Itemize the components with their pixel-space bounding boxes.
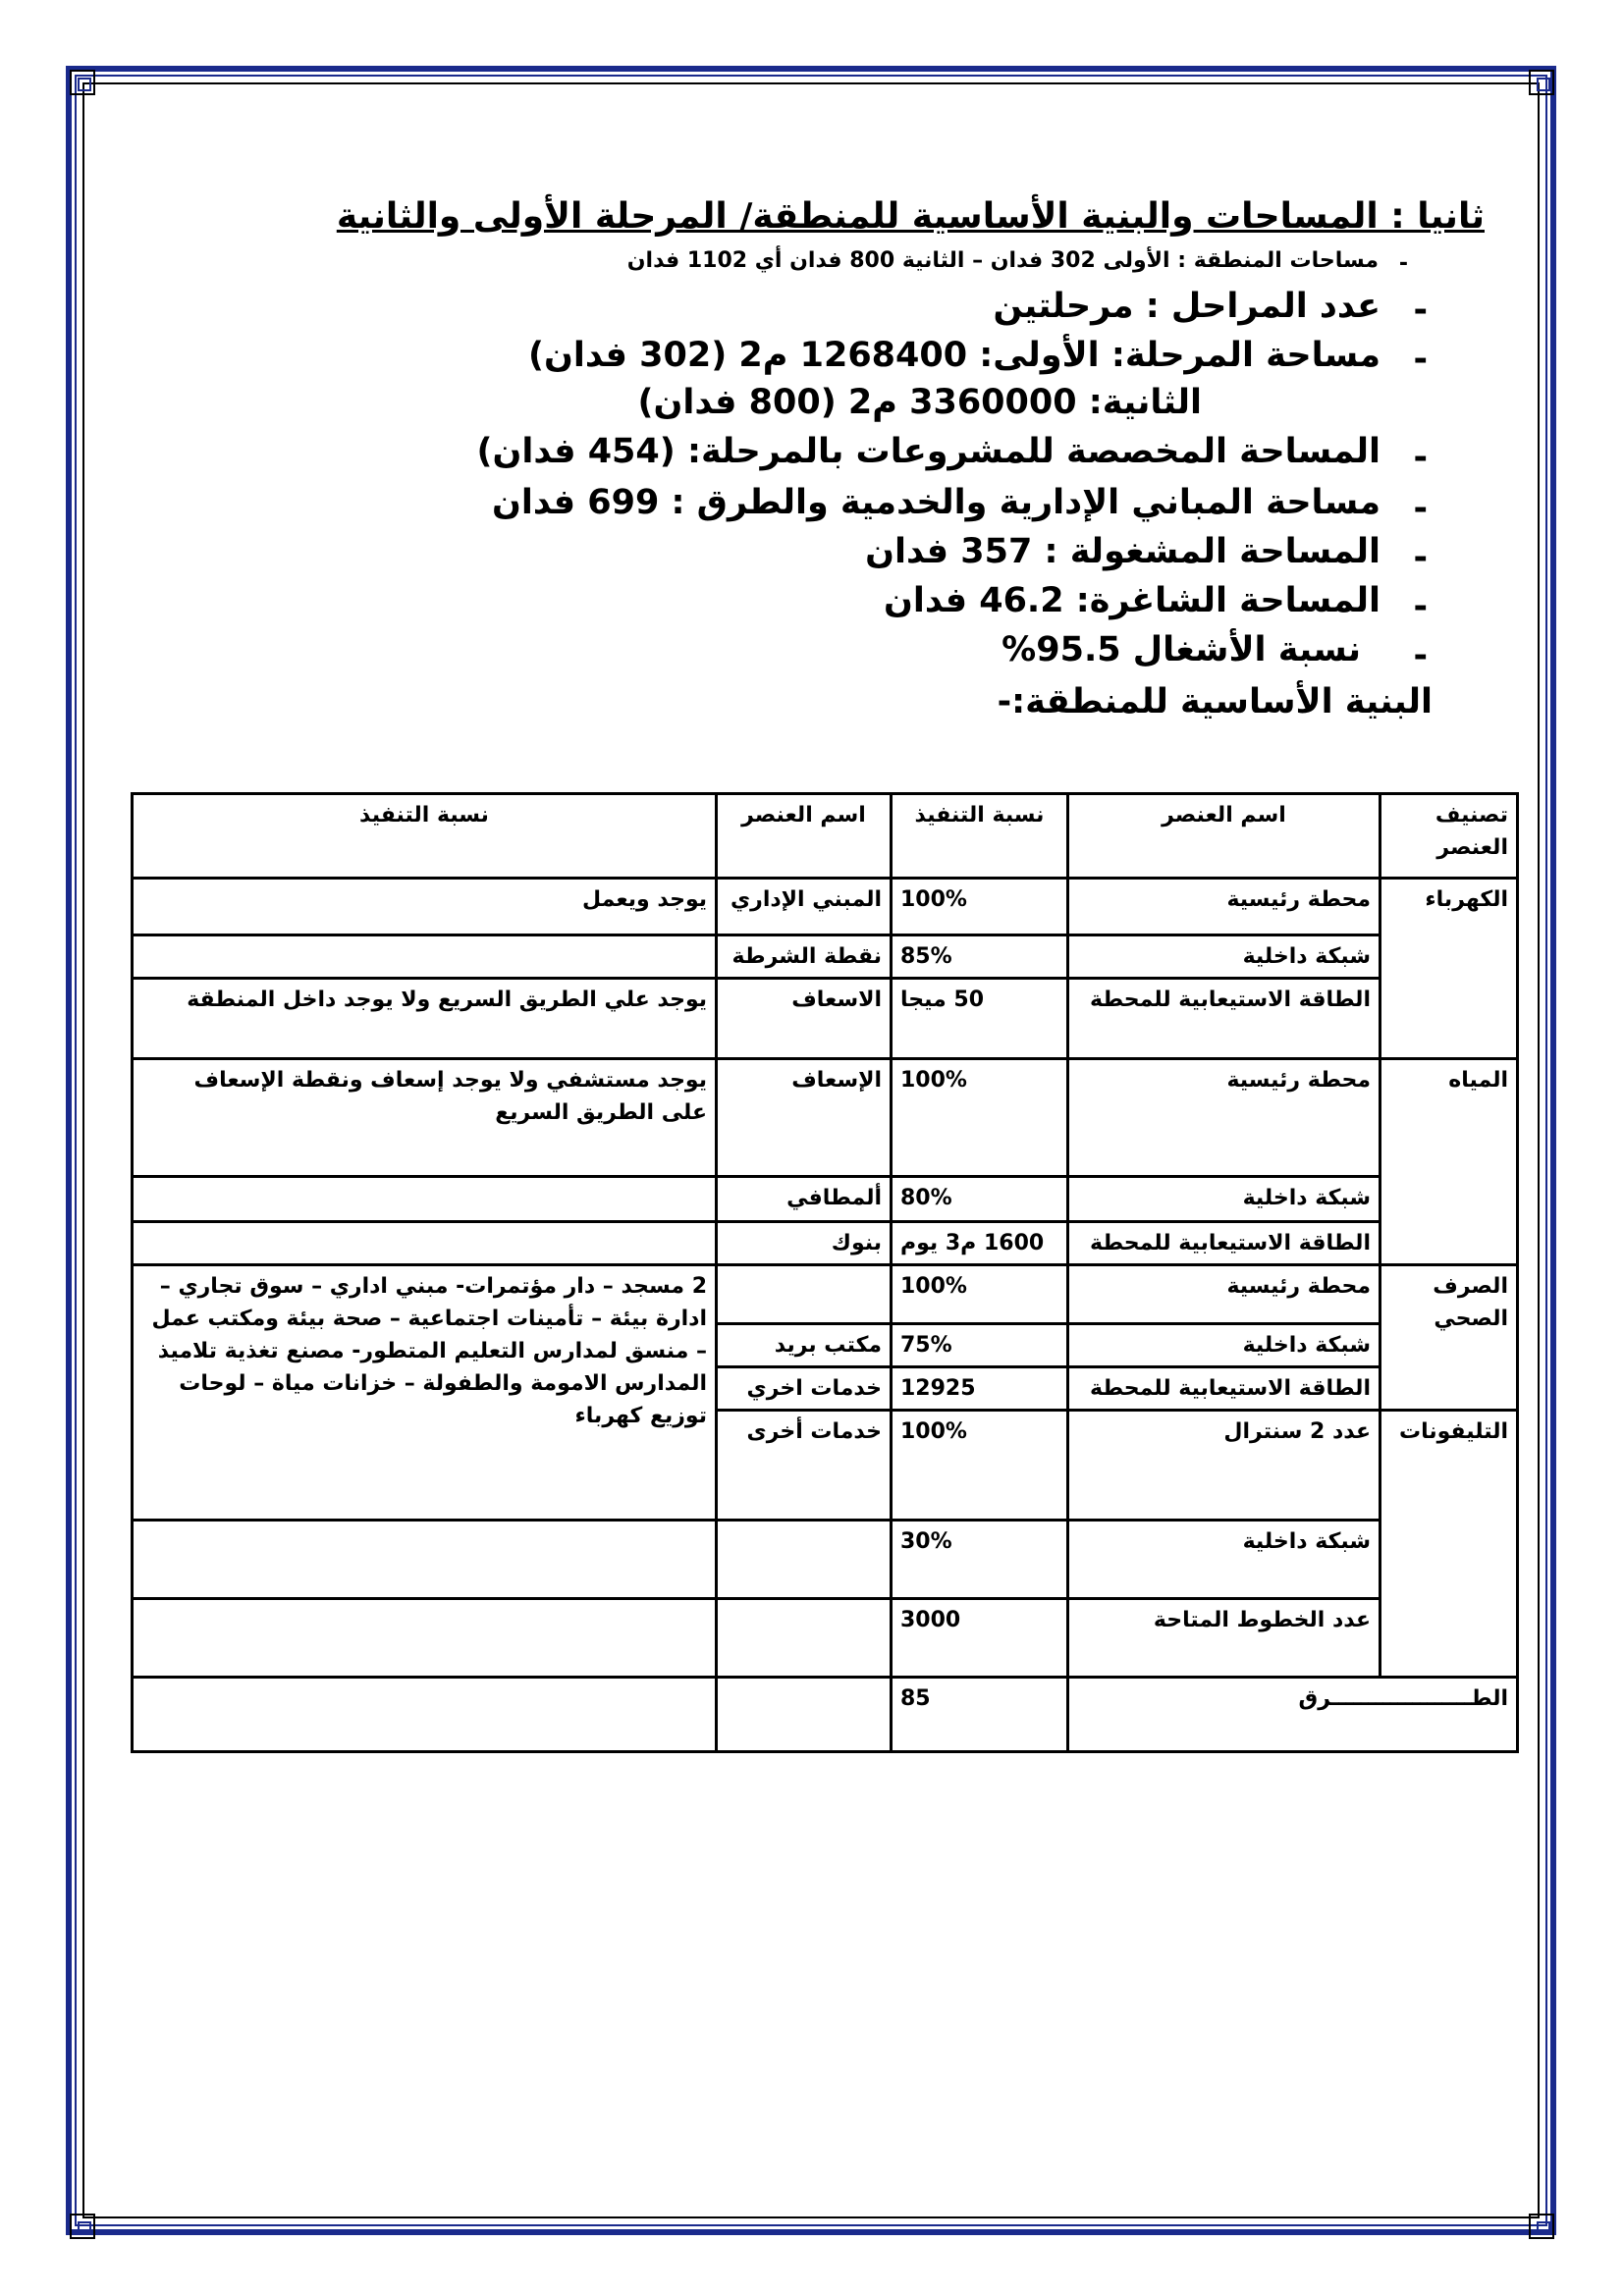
cell-rate-2 (133, 1678, 717, 1752)
bullet-dash: - (1398, 251, 1408, 276)
cell-rate-2 (133, 1222, 717, 1265)
cell-rate: 100% (892, 879, 1068, 935)
admin-area-line: مساحة المباني الإدارية والخدمية والطرق : 699 فدان (492, 483, 1380, 522)
cell-rate: 100% (892, 1059, 1068, 1177)
cell-rate-2 (133, 935, 717, 979)
category-roads: الطـــــــــــــــــــرق (1068, 1678, 1518, 1752)
cell-element: الطاقة الاستيعابية للمحطة (1068, 1367, 1380, 1411)
header-execution-rate-2: نسبة التنفيذ (133, 794, 717, 879)
cell-rate: 50 ميجا (892, 979, 1068, 1059)
bullet-dash: - (1413, 489, 1428, 528)
cell-element: شبكة داخلية (1068, 1521, 1380, 1599)
cell-rate-2 (133, 1177, 717, 1222)
cell-rate: 85 (892, 1678, 1068, 1752)
cell-element-2: مكتب بريد (717, 1324, 892, 1367)
table-row (133, 1599, 1518, 1678)
cell-element: عدد 2 سنترال (1068, 1411, 1380, 1521)
bullet-dash: - (1413, 538, 1428, 577)
cell-rate: 100% (892, 1265, 1068, 1324)
cell-rate: 100% (892, 1411, 1068, 1521)
cell-element-2: ألمطافي (717, 1177, 892, 1222)
header-execution-rate: نسبة التنفيذ (892, 794, 1068, 879)
cell-element: شبكة داخلية (1068, 1324, 1380, 1367)
table-row (133, 1222, 1518, 1265)
header-element-name: اسم العنصر (1068, 794, 1380, 879)
section-heading: ثانيا : المساحات والبنية الأساسية للمنطقة/ المرحلة الأولى والثانية (336, 196, 1485, 237)
bullet-dash: - (1413, 636, 1428, 675)
bullet-dash: - (1413, 438, 1428, 477)
cell-element: شبكة داخلية (1068, 935, 1380, 979)
cell-services-list: 2 مسجد – دار مؤتمرات- مبني اداري – سوق تجاري – ادارة بيئة – تأمينات اجتماعية – صحة بيئة ومكتب عمل – منسق لمدارس التعليم المتطور- مصنع تغذية تلاميذ المدارس الامومة والطفولة – خزانات مياة – لوحات توزيع كهرباء (133, 1265, 717, 1521)
cell-rate: 3000 (892, 1599, 1068, 1678)
table-header-row (133, 794, 1518, 879)
cell-rate-2: يوجد مستشفي ولا يوجد إسعاف ونقطة الإسعاف على الطريق السريع (133, 1059, 717, 1177)
cell-element-2 (717, 1265, 892, 1324)
corner-ornament-top-left (70, 70, 95, 95)
corner-ornament-bottom-right (1529, 2214, 1554, 2239)
vacant-area-line: المساحة الشاغرة: 46.2 فدان (884, 581, 1380, 620)
zone-areas-line: مساحات المنطقة : الأولى 302 فدان – الثانية 800 فدان أي 1102 فدان (626, 248, 1379, 273)
cell-element: الطاقة الاستيعابية للمحطة (1068, 1222, 1380, 1265)
cell-rate: 75% (892, 1324, 1068, 1367)
infrastructure-table (131, 792, 1519, 1753)
cell-element-2: نقطة الشرطة (717, 935, 892, 979)
table-row (133, 1265, 1518, 1324)
cell-rate: 12925 (892, 1367, 1068, 1411)
cell-element: محطة رئيسية (1068, 879, 1380, 935)
category-water: المياه (1380, 1059, 1518, 1265)
cell-rate: 30% (892, 1521, 1068, 1599)
corner-ornament-bottom-left (70, 2214, 95, 2239)
header-element-name-2: اسم العنصر (717, 794, 892, 879)
cell-element-2: المبني الإداري (717, 879, 892, 935)
infrastructure-subtitle: البنية الأساسية للمنطقة:- (997, 682, 1433, 721)
bullet-dash: - (1413, 291, 1428, 330)
table-row (133, 879, 1518, 935)
projects-area-line: المساحة المخصصة للمشروعات بالمرحلة: (454 فدان) (476, 432, 1380, 471)
occupied-area-line: المساحة المشغولة : 357 فدان (865, 532, 1380, 571)
cell-rate-2 (133, 1521, 717, 1599)
cell-element-2: خدمات اخري (717, 1367, 892, 1411)
cell-element-2: بنوك (717, 1222, 892, 1265)
cell-element-2 (717, 1599, 892, 1678)
header-category: تصنيف العنصر (1380, 794, 1518, 879)
cell-element: عدد الخطوط المتاحة (1068, 1599, 1380, 1678)
cell-element: شبكة داخلية (1068, 1177, 1380, 1222)
cell-element: محطة رئيسية (1068, 1265, 1380, 1324)
cell-element-2 (717, 1678, 892, 1752)
corner-ornament-top-right (1529, 70, 1554, 95)
cell-element-2: الاسعاف (717, 979, 892, 1059)
cell-element-2: الإسعاف (717, 1059, 892, 1177)
category-electricity: الكهرباء (1380, 879, 1518, 1059)
table-row (133, 1059, 1518, 1177)
cell-rate: 1600 م3 يوم (892, 1222, 1068, 1265)
cell-rate-2: يوجد علي الطريق السريع ولا يوجد داخل المنطقة (133, 979, 717, 1059)
table-row (133, 979, 1518, 1059)
cell-element-2: خدمات أخرى (717, 1411, 892, 1521)
bullet-dash: - (1413, 587, 1428, 626)
occupancy-rate-line: نسبة الأشغال 95.5% (1001, 630, 1361, 669)
phase-area-second-line: الثانية: 3360000 م2 (800 فدان) (637, 383, 1202, 422)
phase-area-first-line: مساحة المرحلة: الأولى: 1268400 م2 (302 فدان) (527, 336, 1380, 375)
cell-rate: 80% (892, 1177, 1068, 1222)
table-row (133, 935, 1518, 979)
category-telephones: التليفونات (1380, 1411, 1518, 1678)
table-row (133, 1177, 1518, 1222)
cell-rate-2: يوجد ويعمل (133, 879, 717, 935)
table-row (133, 1678, 1518, 1752)
cell-rate-2 (133, 1599, 717, 1678)
bullet-dash: - (1413, 340, 1428, 379)
cell-element-2 (717, 1521, 892, 1599)
cell-element: محطة رئيسية (1068, 1059, 1380, 1177)
category-sewage: الصرف الصحي (1380, 1265, 1518, 1411)
phases-count-line: عدد المراحل : مرحلتين (993, 287, 1380, 326)
cell-rate: 85% (892, 935, 1068, 979)
table-row (133, 1521, 1518, 1599)
cell-element: الطاقة الاستيعابية للمحطة (1068, 979, 1380, 1059)
